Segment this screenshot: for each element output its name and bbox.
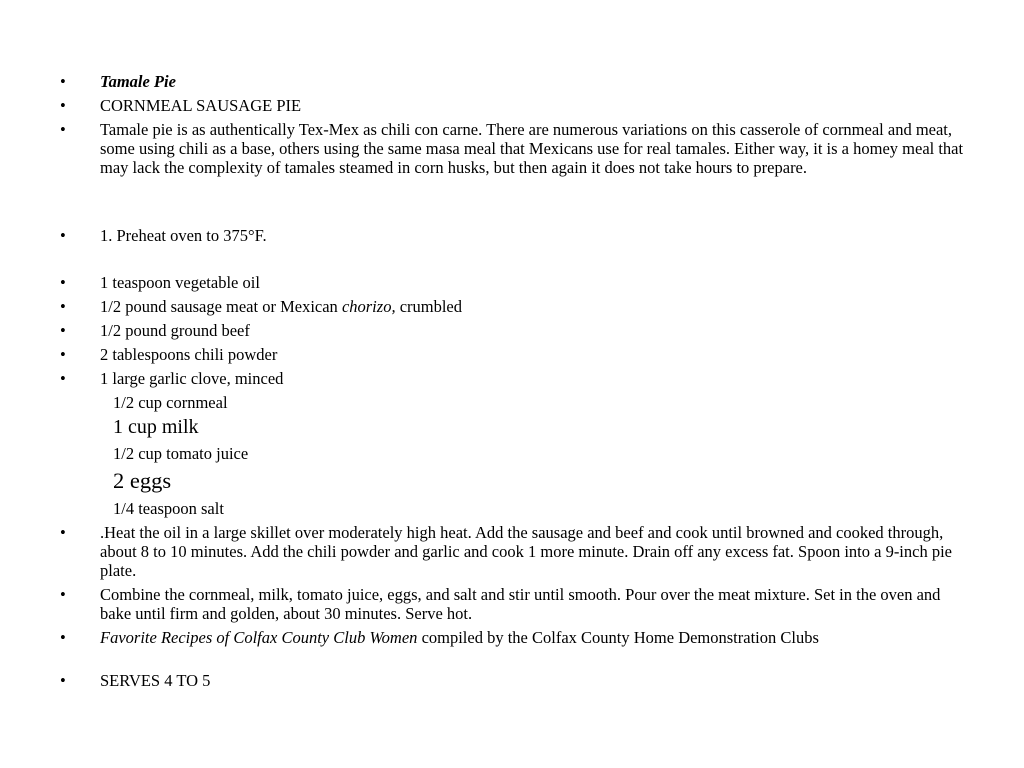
ingredient-oil: 1 teaspoon vegetable oil xyxy=(100,273,260,292)
bullet-serves xyxy=(60,671,965,690)
bullet-ingredient-oil xyxy=(60,273,965,292)
bullet-marker: • xyxy=(60,273,66,292)
ingredient-eggs: 2 eggs xyxy=(113,468,172,493)
bullet-marker: • xyxy=(60,585,66,604)
step-2-text: .Heat the oil in a large skillet over moderately high heat. Add the sausage and beef and cook until browned and cooked through, about 8 to 10 minutes. Add the chili powder and garlic and cook 1 more minute. Drain off any excess fat. Spoon into a 9-inch pie plate. xyxy=(100,523,952,581)
ingredient-chili: 2 tablespoons chili powder xyxy=(100,345,278,364)
bullet-subtitle xyxy=(60,96,965,115)
bullet-marker: • xyxy=(60,671,66,690)
step-1-text: 1. Preheat oven to 375°F. xyxy=(100,226,267,245)
ingredient-cornmeal: 1/2 cup cornmeal xyxy=(113,393,228,412)
bullet-marker: • xyxy=(60,369,66,388)
ingredient-beef: 1/2 pound ground beef xyxy=(100,321,250,340)
bullet-marker: • xyxy=(60,523,66,542)
bullet-marker: • xyxy=(60,96,66,115)
recipe-subtitle: CORNMEAL SAUSAGE PIE xyxy=(100,96,302,115)
bullet-marker: • xyxy=(60,628,66,647)
ingredient-milk: 1 cup milk xyxy=(113,416,199,438)
bullet-step-3 xyxy=(60,585,965,623)
bullet-marker: • xyxy=(60,226,66,245)
bullet-step-1 xyxy=(60,226,965,245)
bullet-step-2 xyxy=(60,523,965,581)
recipe-source: Favorite Recipes of Colfax County Club Women compiled by the Colfax County Home Demonstration Clubs xyxy=(100,628,819,647)
ingredient-tomato-juice: 1/2 cup tomato juice xyxy=(113,444,249,463)
bullet-ingredient-garlic xyxy=(60,369,965,388)
recipe-serves: SERVES 4 TO 5 xyxy=(100,671,211,690)
ingredient-sausage: 1/2 pound sausage meat or Mexican chorizo, crumbled xyxy=(100,297,462,316)
bullet-marker: • xyxy=(60,345,66,364)
ingredient-garlic: 1 large garlic clove, minced xyxy=(100,369,284,388)
bullet-intro xyxy=(60,120,965,178)
bullet-ingredient-beef xyxy=(60,321,965,340)
bullet-ingredient-chili xyxy=(60,345,965,364)
bullet-marker: • xyxy=(60,297,66,316)
bullet-marker: • xyxy=(60,120,66,139)
bullet-ingredient-sausage xyxy=(60,297,965,316)
bullet-source xyxy=(60,628,965,647)
ingredient-salt: 1/4 teaspoon salt xyxy=(113,499,224,518)
bullet-marker: • xyxy=(60,321,66,340)
recipe-title: Tamale Pie xyxy=(100,72,176,91)
step-3-text: Combine the cornmeal, milk, tomato juice, eggs, and salt and stir until smooth. Pour over the meat mixture. Set in the oven and bake until firm and golden, about 30 minutes. Serve hot. xyxy=(100,585,941,624)
bullet-title xyxy=(60,72,965,91)
recipe-intro: Tamale pie is as authentically Tex-Mex as chili con carne. There are numerous variations on this casserole of cornmeal and meat, some using chili as a base, others using the same masa meal that Mexicans use for real tamales. Either way, it is a homey meal that may lack the complexity of tamales steamed in corn husks, but then again it does not take hours to prepare. xyxy=(100,120,964,178)
bullet-marker: • xyxy=(60,72,66,91)
